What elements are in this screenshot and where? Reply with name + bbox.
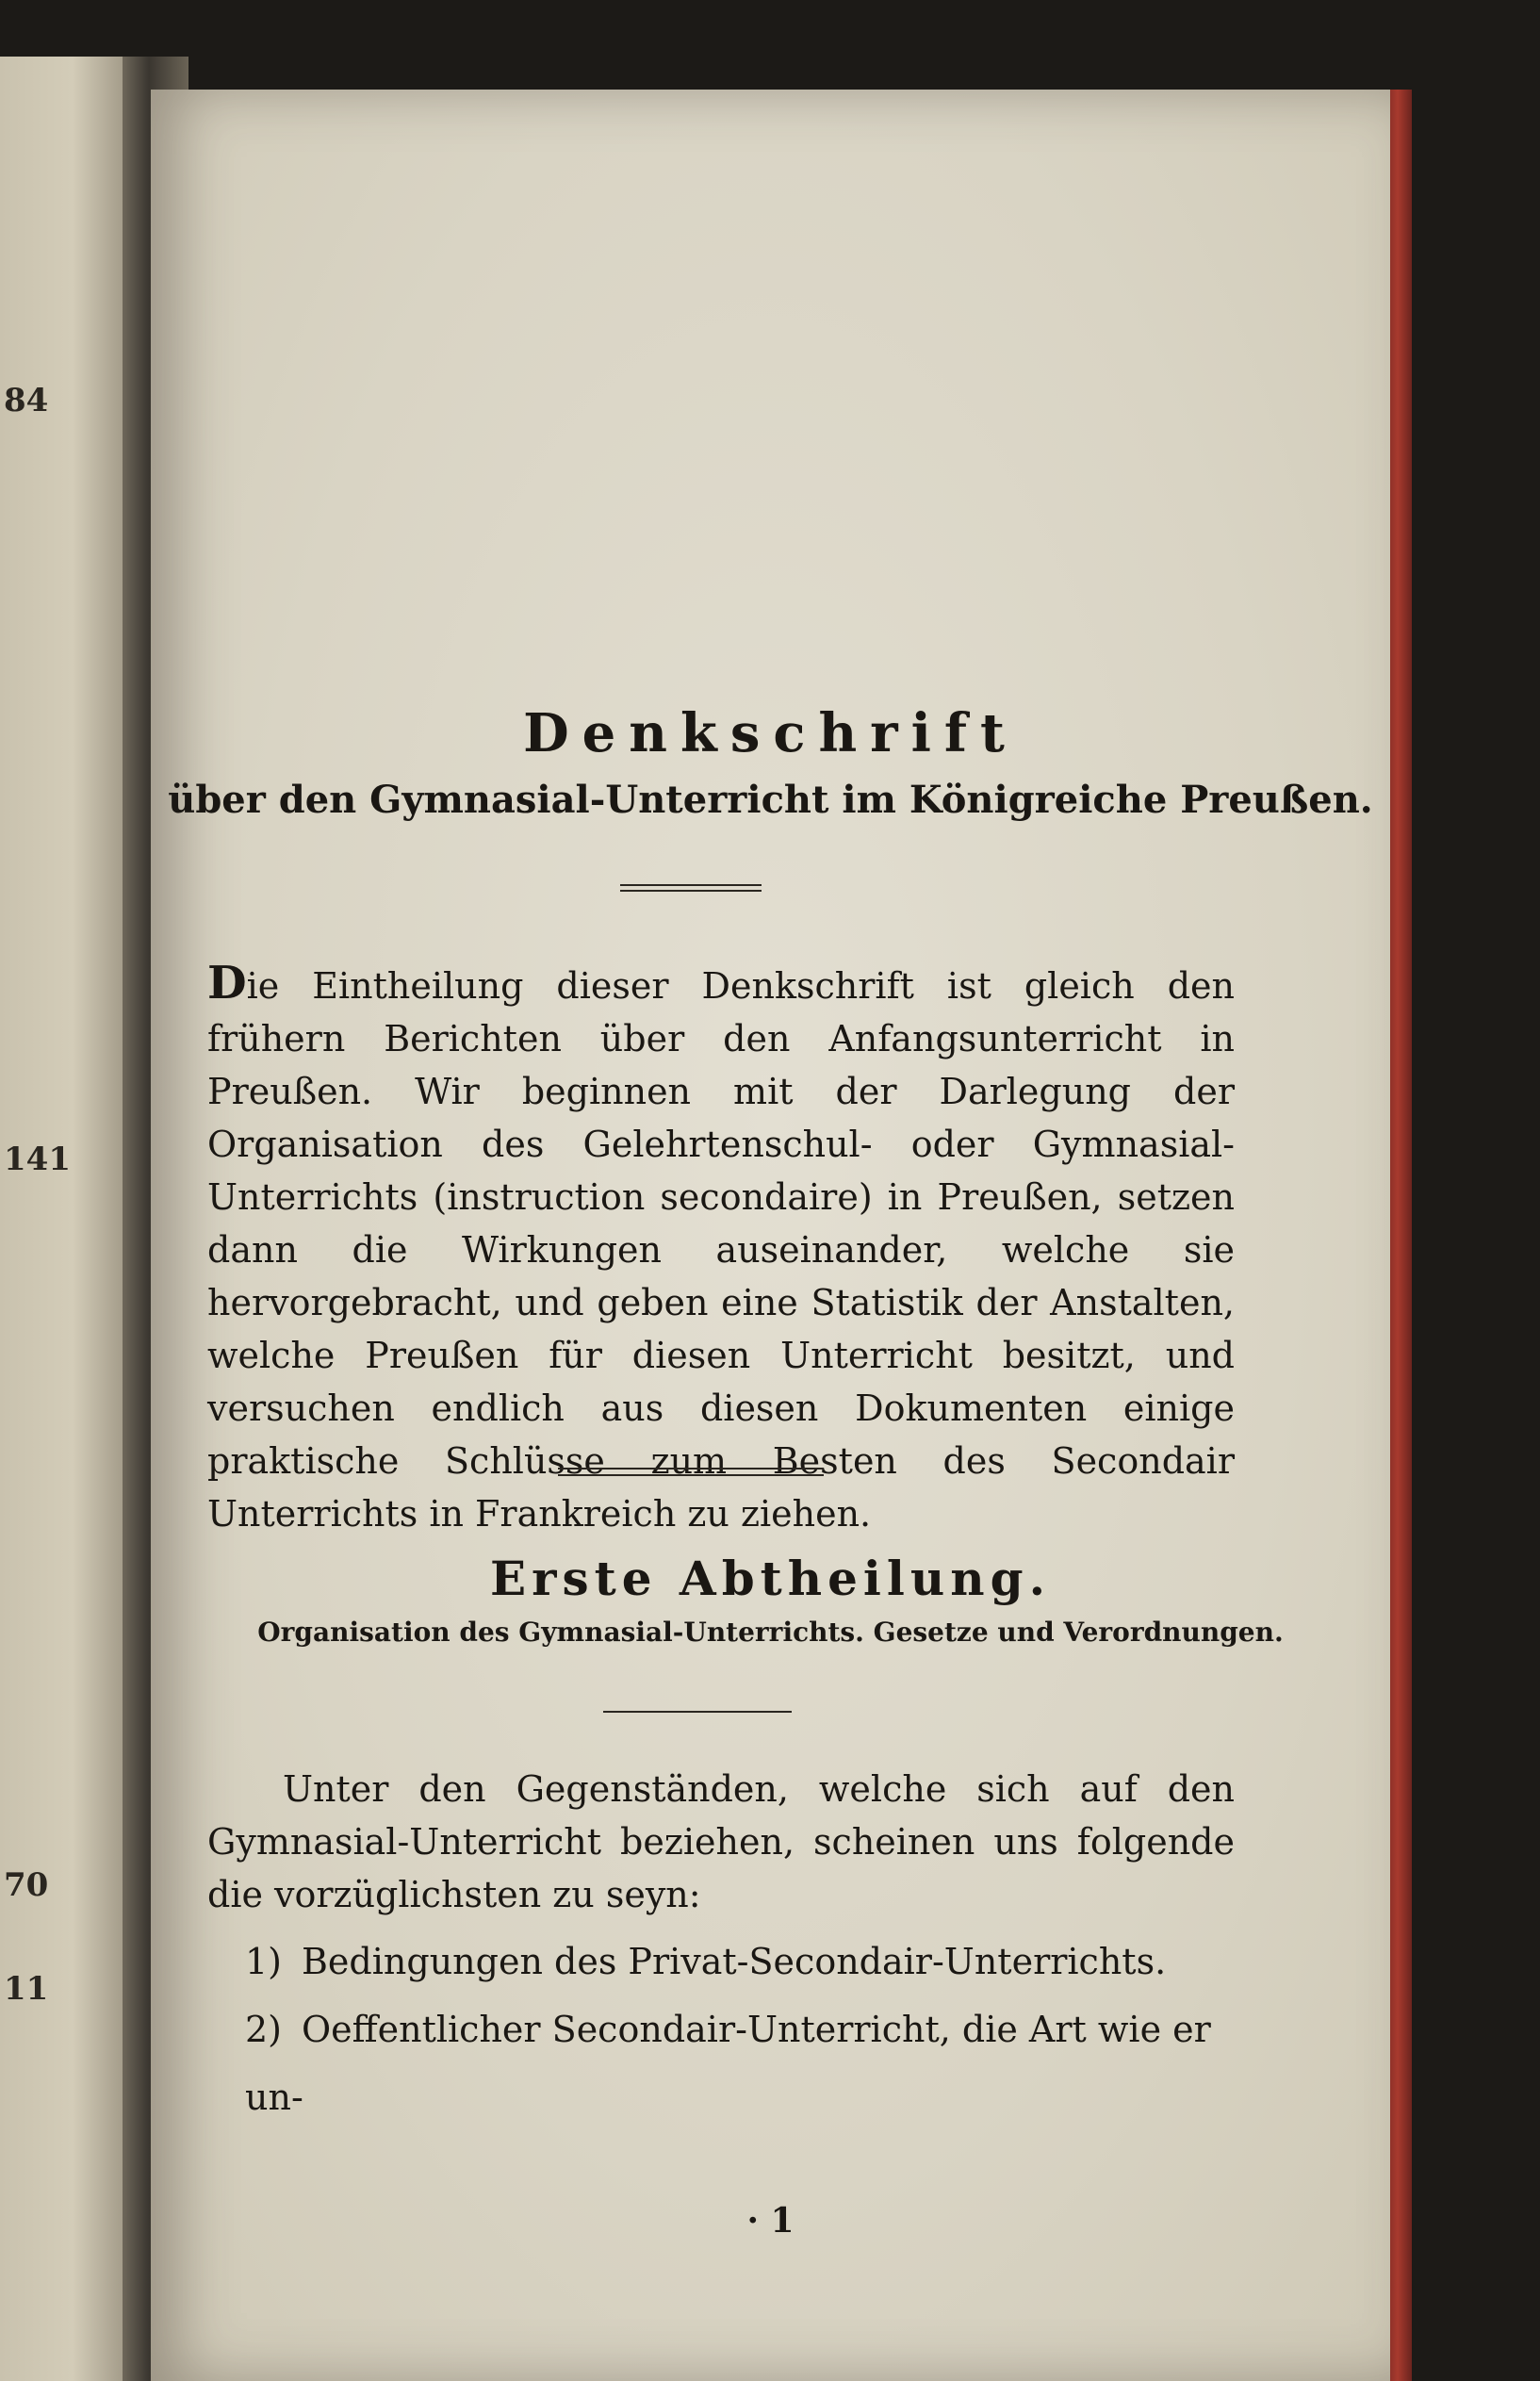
- margin-number: 84: [4, 382, 49, 419]
- intro-text: ie Eintheilung dieser Denkschrift ist gleich den frühern Berichten über den Anfangsunterricht in Preußen. Wir beginnen mit der Darlegung der Organisation des Gelehrtenschul- oder Gymnasial-Unterrichts (instruction secondaire) in Preußen, setzen dann die Wirkungen auseinander, welche sie hervorgebracht, und geben eine Statistik der Anstalten, welche Preußen für diesen Unterricht besitzt, und versuchen endlich aus diesen Dokumenten einige praktische Schlüsse zum Besten des Secondair Unterrichts in Frankreich zu ziehen.: [207, 965, 1235, 1535]
- divider-double-rule: [558, 1468, 824, 1476]
- list-marker: 1): [245, 1941, 283, 1982]
- divider-rule-section: [603, 1711, 792, 1713]
- body-paragraph: Unter den Gegenständen, welche sich auf den Gymnasial-Unterricht beziehen, scheinen uns folgende die vorzüglichsten zu seyn:: [207, 1768, 1235, 1915]
- list-item: [245, 1928, 1235, 1995]
- page-number: · 1: [746, 2201, 795, 2241]
- left-page-edge: [0, 57, 132, 2381]
- margin-number: 70: [4, 1866, 49, 1904]
- right-page: [151, 90, 1390, 2381]
- drop-cap: D: [207, 957, 247, 1010]
- section-subheading: Organisation des Gymnasial-Unterrichts. Gesetze und Verordnungen.: [257, 1617, 1284, 1648]
- divider-rule: [620, 884, 762, 892]
- margin-number: 11: [4, 1970, 49, 2008]
- page-subtitle: über den Gymnasial-Unterricht im Königreiche Preußen.: [168, 778, 1373, 822]
- margin-number: 141: [4, 1141, 71, 1178]
- intro-paragraph: [207, 957, 1235, 1540]
- page-title: Denkschrift: [523, 702, 1018, 764]
- list-marker: 2): [245, 2009, 283, 2050]
- list-item-text: Bedingungen des Privat-Secondair-Unterrichts.: [302, 1941, 1167, 1982]
- list-item: [245, 1995, 1235, 2131]
- list-item-text: Oeffentlicher Secondair-Unterricht, die Art wie er un-: [245, 2009, 1211, 2118]
- section-heading: Erste Abtheilung.: [490, 1551, 1051, 1606]
- enumerated-list: [245, 1928, 1235, 2131]
